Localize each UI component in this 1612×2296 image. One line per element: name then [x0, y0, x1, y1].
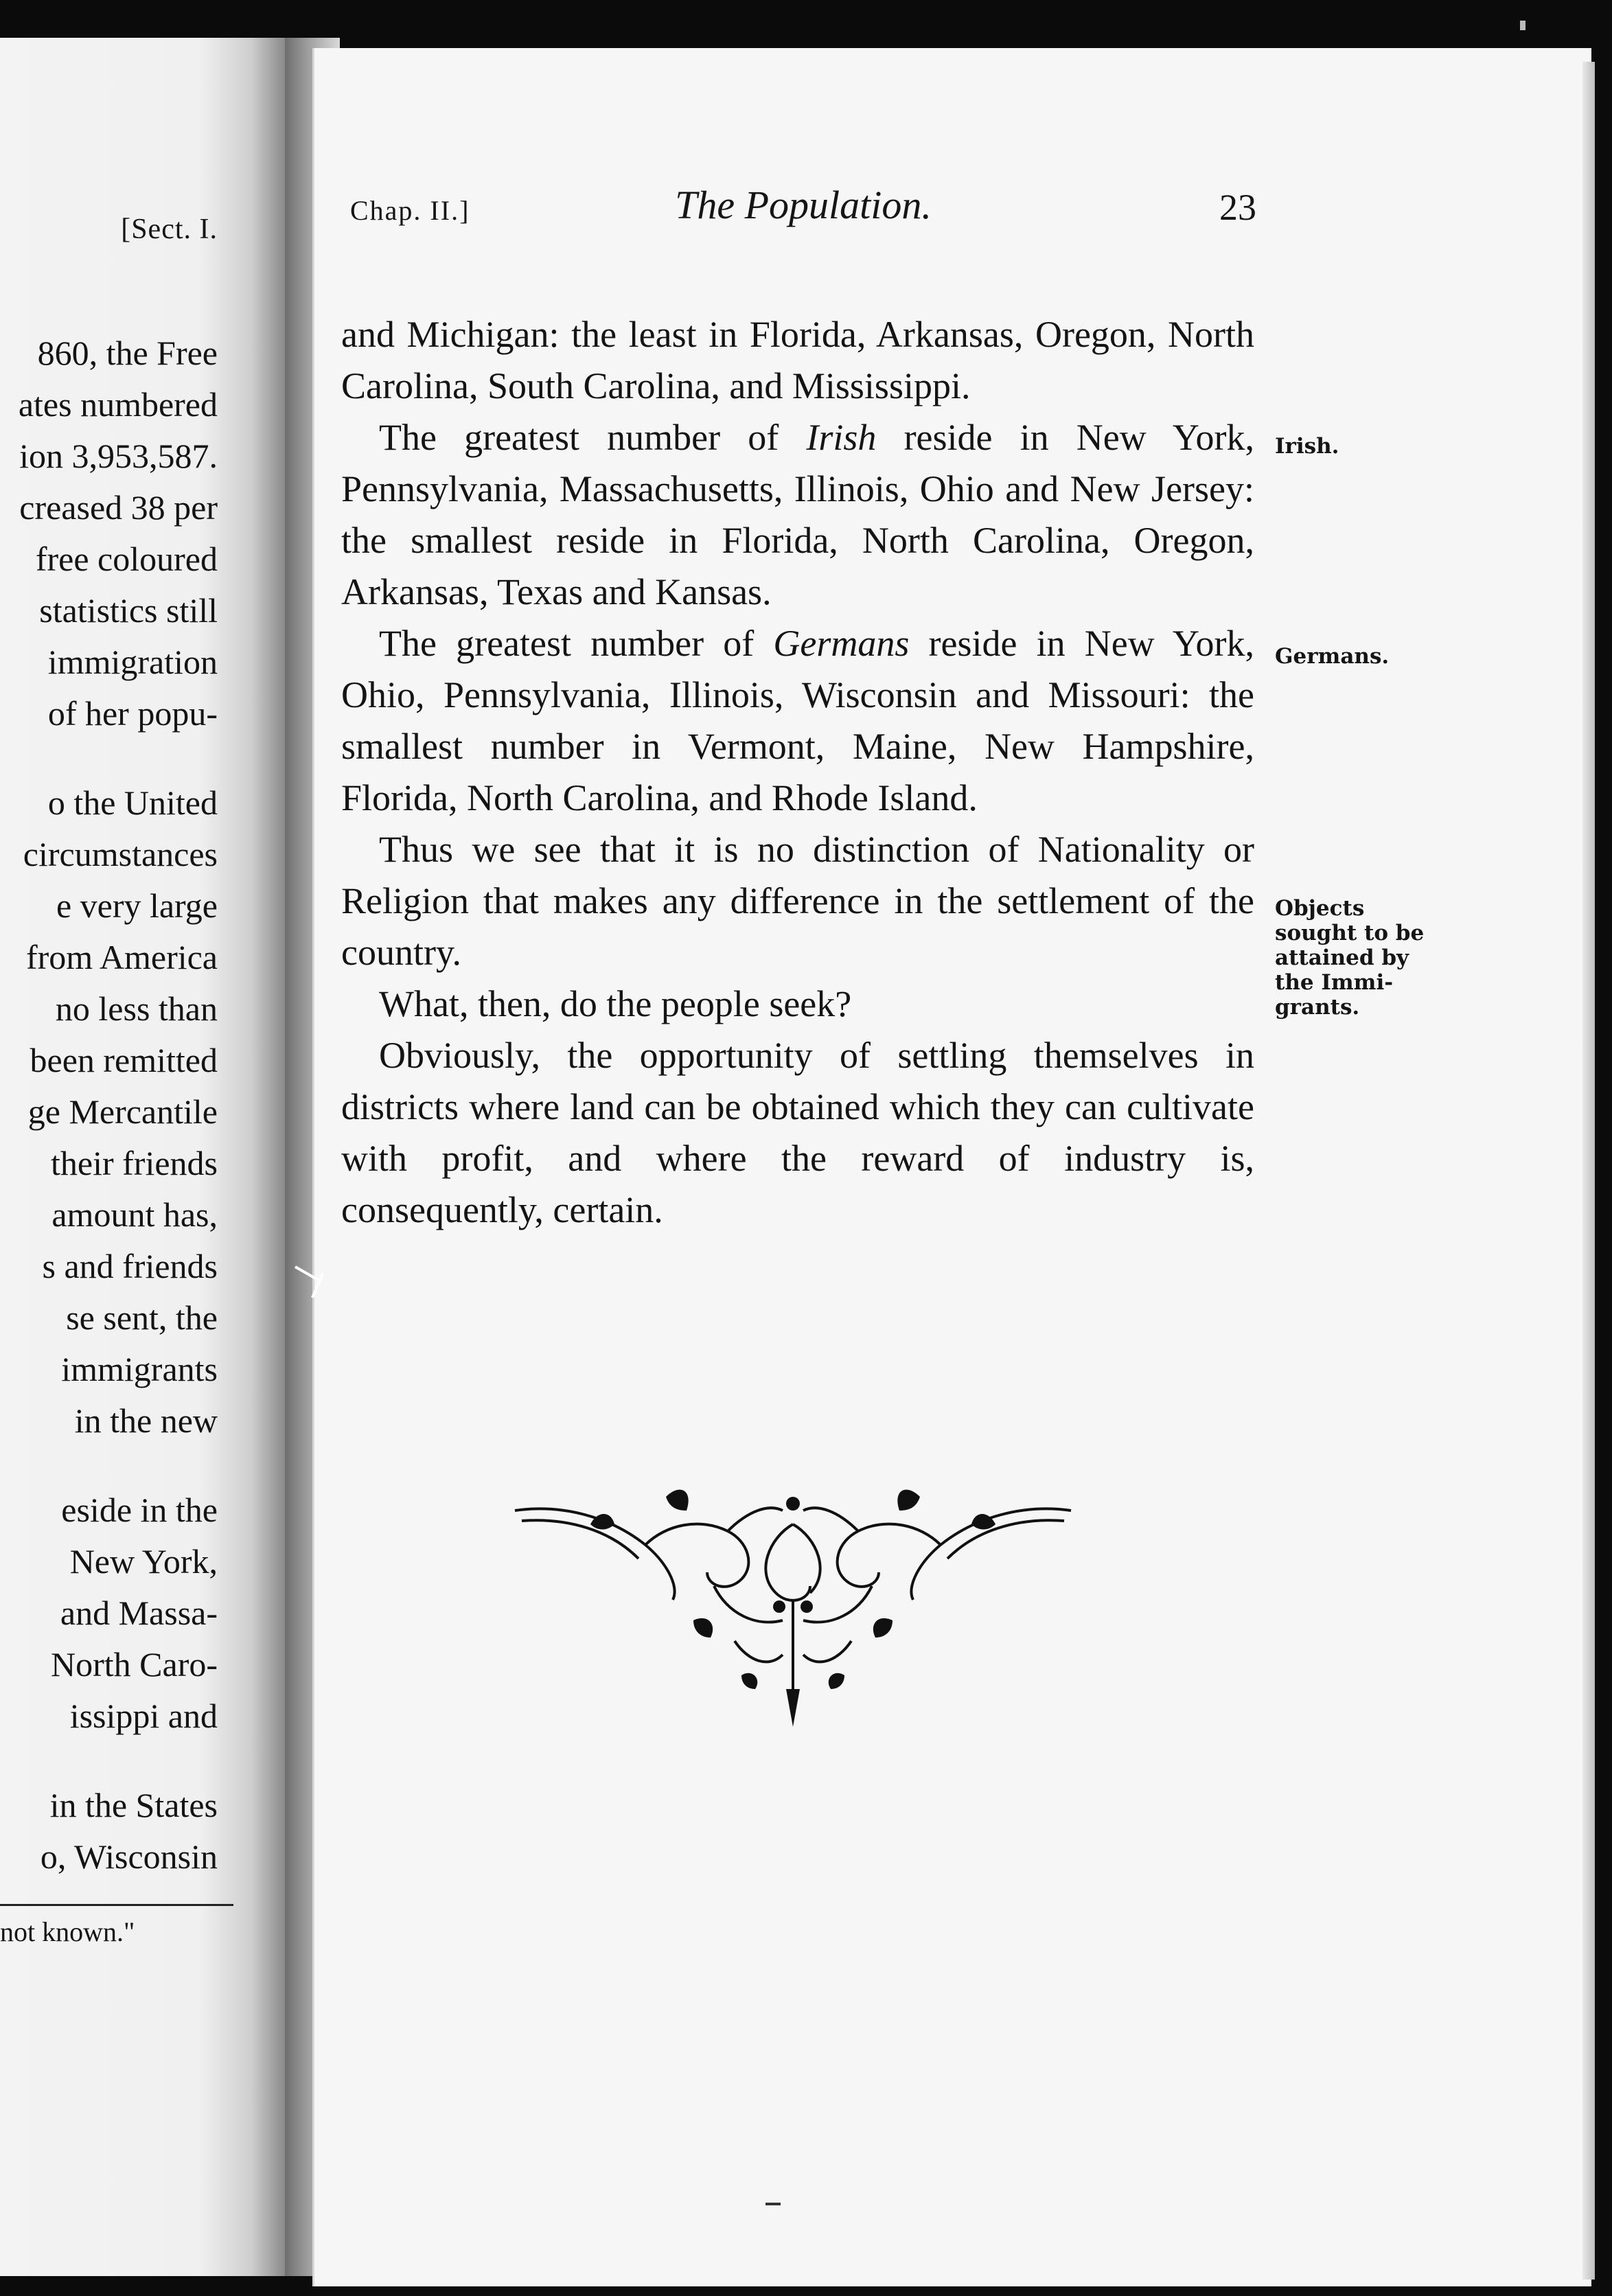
emphasis-germans: Germans: [773, 623, 910, 664]
left-page-line: and Massa-: [60, 1594, 218, 1632]
left-page-line: in the States: [49, 1786, 218, 1824]
paragraph-answer: Obviously, the opportunity of settling themselves in districts where land can be obtained which they can cultivate with profit, and where the reward of industry is, consequently, certain.: [341, 1035, 1254, 1230]
running-head: [350, 182, 1256, 237]
scan-mark: [1520, 21, 1525, 30]
paragraph-irish: [341, 412, 1254, 618]
body-text: [341, 309, 1254, 1236]
page-edge: [1582, 62, 1595, 2280]
left-page-line: 860, the Free: [37, 334, 218, 372]
left-page-line: creased 38 per: [19, 488, 218, 527]
left-page-line: issippi and: [69, 1697, 218, 1735]
left-facing-page: [0, 38, 285, 2276]
paragraph-irish-rest: reside in New York, Pennsylvania, Massachusetts, Illinois, Ohio and New Jersey: the smallest reside in Florida, North Carolina, Oregon, Arkansas, Texas and Kansas.: [341, 417, 1254, 612]
left-page-line: s and friends: [42, 1247, 218, 1285]
margin-note-germans: Germans.: [1275, 644, 1390, 669]
floral-scroll-ornament-icon: [508, 1483, 1078, 1730]
page-title: The Population.: [675, 183, 932, 227]
left-page-footnote: not known.": [0, 1916, 135, 1947]
left-page-line: circumstances: [23, 835, 218, 873]
left-page-line: se sent, the: [66, 1298, 218, 1337]
pen-mark: [292, 1260, 333, 1301]
left-page-line: ates numbered: [18, 385, 218, 424]
paragraph-germans-lead: The greatest number of: [379, 623, 774, 664]
left-page-header: [Sect. I.: [121, 214, 218, 245]
paragraph-nationality: Thus we see that it is no distinction of Nationality or Religion that makes any difference in the settlement of the country.: [341, 829, 1254, 973]
left-page-line: immigration: [47, 643, 218, 681]
left-page-line: from America: [25, 938, 218, 976]
paragraph-question: What, then, do the people seek?: [379, 983, 852, 1024]
left-page-line: o the United: [47, 783, 218, 822]
left-page-line: immigrants: [61, 1350, 218, 1388]
emphasis-irish: Irish: [806, 417, 877, 458]
left-page-line: ge Mercantile: [27, 1092, 218, 1131]
left-page-line: ion 3,953,587.: [19, 437, 218, 475]
left-page-line: their friends: [51, 1144, 218, 1182]
left-page-line: no less than: [55, 989, 218, 1028]
page-number: 23: [1219, 187, 1256, 228]
left-page-line: e very large: [56, 886, 218, 925]
left-page-line: of her popu-: [47, 694, 218, 733]
paragraph-germans: [341, 618, 1254, 824]
footnote-rule: [0, 1904, 233, 1906]
left-page-line: been remitted: [30, 1041, 218, 1079]
paragraph-1: and Michigan: the least in Florida, Arkansas, Oregon, North Carolina, South Carolina, and Mississippi.: [341, 314, 1254, 406]
left-page-line: in the new: [74, 1401, 218, 1440]
scan-mark-bottom: [765, 2203, 781, 2205]
paragraph-germans-rest: reside in New York, Ohio, Pennsylvania, Illinois, Wisconsin and Missouri: the smallest number in Vermont, Maine, New Hampshire, Florida, North Carolina, and Rhode Island.: [341, 623, 1254, 818]
margin-note-objects: Objects sought to be attained by the Immi- grants.: [1275, 896, 1425, 1020]
left-page-line: New York,: [69, 1542, 218, 1581]
left-page-line: free coloured: [35, 540, 218, 578]
left-page-line: eside in the: [61, 1491, 218, 1529]
chapter-label: Chap. II.]: [350, 195, 470, 226]
left-page-line: amount has,: [51, 1195, 218, 1234]
margin-note-irish: Irish.: [1275, 434, 1339, 459]
paragraph-irish-lead: The greatest number of: [379, 417, 807, 458]
left-page-line: North Caro-: [51, 1645, 218, 1684]
left-page-line: statistics still: [39, 591, 218, 630]
left-page-line: o, Wisconsin: [40, 1837, 218, 1876]
